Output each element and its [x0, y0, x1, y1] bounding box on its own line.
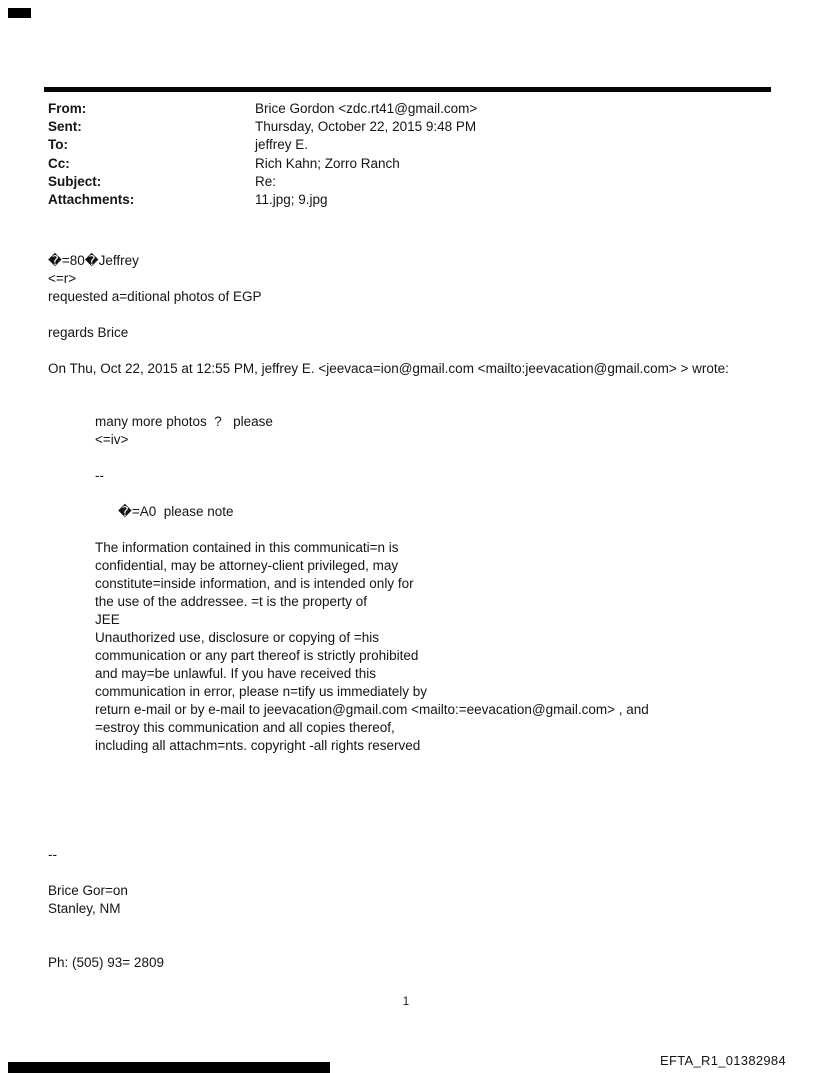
quoted-message: [95, 413, 649, 755]
blank-line: [95, 449, 649, 467]
message-body: [48, 252, 729, 378]
disclaimer-line: including all attachm=nts. copyright -all rights reserved: [95, 738, 421, 753]
header-row-from: [48, 100, 477, 118]
from-label: From:: [48, 101, 87, 116]
blank-line: [48, 342, 729, 360]
disclaimer-line: return e-mail or by e-mail to jeevacation@gmail.com <mailto:=eevacation@gmail.com> , and: [95, 702, 649, 717]
sender-signature: [48, 846, 164, 972]
blank-line: [95, 485, 649, 503]
greeting-line: �=80�Jeffrey: [48, 253, 139, 268]
header-row-subject: [48, 173, 477, 191]
cc-label: Cc:: [48, 155, 70, 171]
page-number: 1: [402, 996, 410, 1008]
sent-value: Thursday, October 22, 2015 9:48 PM: [255, 119, 477, 135]
bates-number: EFTA_R1_01382984: [660, 1053, 786, 1068]
blank-line: [48, 864, 164, 882]
attachments-label: Attachments:: [48, 192, 135, 208]
blank-line: [95, 521, 649, 539]
disclaimer-line: constitute=inside information, and is intended only for: [95, 576, 414, 591]
disclaimer-line: Unauthorized use, disclosure or copying of =his: [95, 630, 380, 645]
header-row-cc: [48, 155, 477, 173]
tag-line: <=r>: [48, 271, 77, 286]
header-row-to: [48, 136, 477, 154]
please-note-line: �=A0 please note: [118, 504, 234, 519]
to-value: jeffrey E.: [255, 137, 309, 153]
quoted-request-line: many more photos ? please: [95, 414, 273, 429]
scan-artifact-top-left: [8, 8, 31, 18]
header-row-attachments: [48, 191, 477, 209]
quote-attribution-line: On Thu, Oct 22, 2015 at 12:55 PM, jeffrey E. <jeevaca=ion@gmail.com <mailto:jeevacation@gmail.com> > wrote:: [48, 361, 729, 376]
signature-phone: Ph: (505) 93= 2809: [48, 955, 164, 970]
quoted-tag-line: <=iv>: [95, 432, 129, 447]
disclaimer-line: =estroy this communication and all copies thereof,: [95, 720, 395, 735]
disclaimer-line: The information contained in this communicati=n is: [95, 540, 399, 555]
disclaimer-line: communication or any part thereof is strictly prohibited: [95, 648, 419, 663]
disclaimer-line: and may=be unlawful. If you have received this: [95, 666, 377, 681]
blank-line: [48, 936, 164, 954]
disclaimer-line: the use of the addressee. =t is the property of: [95, 594, 368, 609]
subject-label: Subject:: [48, 173, 102, 189]
blank-line: [48, 918, 164, 936]
from-value: Brice Gordon <zdc.rt41@gmail.com>: [255, 101, 478, 116]
quoted-divider: --: [95, 468, 104, 483]
disclaimer-line: JEE: [95, 612, 120, 627]
blank-line: [48, 306, 729, 324]
disclaimer-line: communication in error, please n=tify us immediately by: [95, 684, 428, 699]
header-separator-rule: [44, 87, 771, 92]
request-line: requested a=ditional photos of EGP: [48, 289, 262, 304]
to-label: To:: [48, 137, 68, 153]
signoff-line: regards Brice: [48, 325, 129, 340]
disclaimer-line: confidential, may be attorney-client privileged, may: [95, 558, 399, 573]
subject-value: Re:: [255, 173, 277, 189]
email-header: [48, 100, 477, 209]
scan-artifact-bottom-bar: [8, 1062, 330, 1073]
signature-name: Brice Gor=on: [48, 883, 128, 898]
signature-divider: --: [48, 847, 57, 862]
attachments-value: 11.jpg; 9.jpg: [255, 192, 328, 208]
signature-location: Stanley, NM: [48, 901, 121, 916]
sent-label: Sent:: [48, 119, 82, 135]
cc-value: Rich Kahn; Zorro Ranch: [255, 155, 400, 171]
header-row-sent: [48, 118, 477, 136]
